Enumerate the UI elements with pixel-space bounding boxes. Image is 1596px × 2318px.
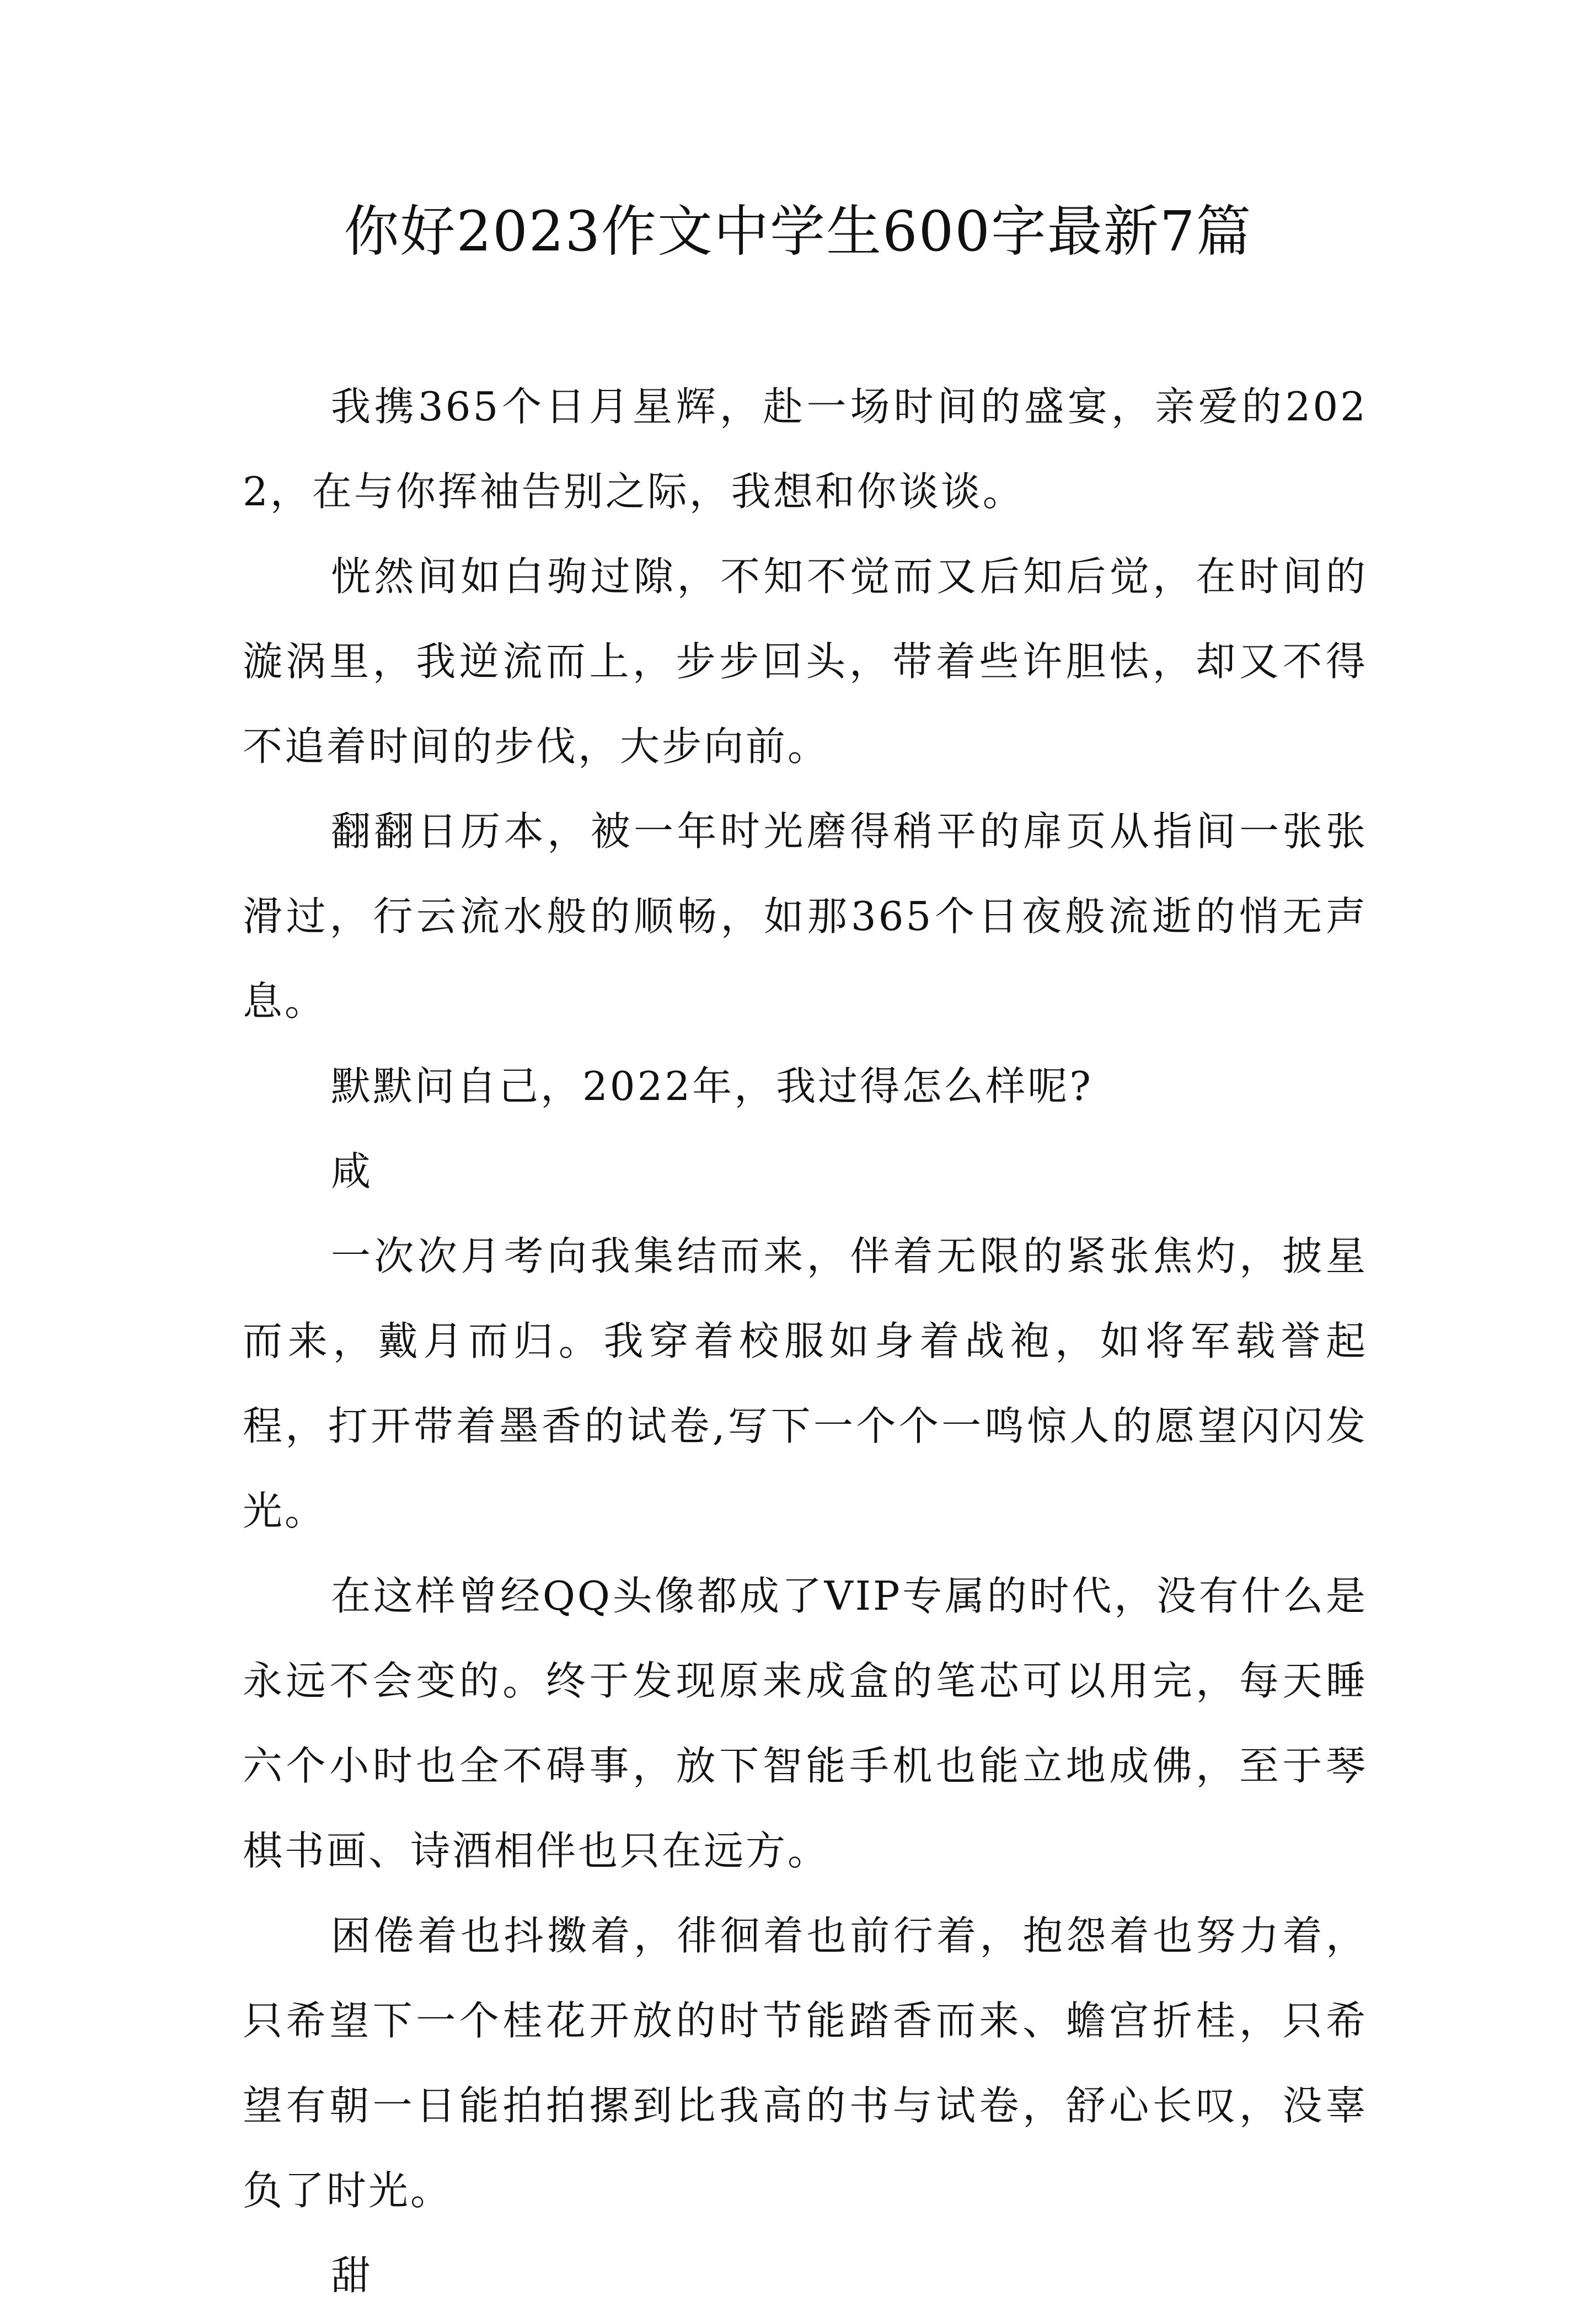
section-heading: 咸 (331, 1148, 373, 1194)
document-body (243, 364, 1368, 2318)
paragraph: 困倦着也抖擞着，徘徊着也前行着，抱怨着也努力着，只希望下一个桂花开放的时节能踏香而来、蟾宫折桂，只希望有朝一日能拍拍摞到比我高的书与试卷，舒心长叹，没辜负了时光。 (243, 1913, 1368, 2214)
paragraph: 在这样曾经QQ头像都成了VIP专属的时代，没有什么是永远不会变的。终于发现原来成盒的笔芯可以用完，每天睡六个小时也全不碍事，放下智能手机也能立地成佛，至于琴棋书画、诗酒相伴也只在远方。 (243, 1573, 1368, 1874)
paragraph: 默默问自己，2022年，我过得怎么样呢? (331, 1063, 1093, 1109)
document-title: 你好2023作文中学生600字最新7篇 (344, 199, 1252, 264)
paragraph: 一次次月考向我集结而来，伴着无限的紧张焦灼，披星而来，戴月而归。我穿着校服如身着战袍，如将军载誉起程，打开带着墨香的试卷,写下一个个一鸣惊人的愿望闪闪发光。 (243, 1233, 1368, 1534)
paragraph: 我携365个日月星辉，赴一场时间的盛宴，亲爱的2022，在与你挥袖告别之际，我想和你谈谈。 (243, 383, 1368, 515)
paragraph: 翻翻日历本，被一年时光磨得稍平的扉页从指间一张张滑过，行云流水般的顺畅，如那365个日夜般流逝的悄无声息。 (243, 808, 1368, 1024)
paragraph: 恍然间如白驹过隙，不知不觉而又后知后觉，在时间的漩涡里，我逆流而上，步步回头，带着些许胆怯，却又不得不追着时间的步伐，大步向前。 (243, 553, 1368, 770)
section-heading: 甜 (331, 2252, 373, 2299)
